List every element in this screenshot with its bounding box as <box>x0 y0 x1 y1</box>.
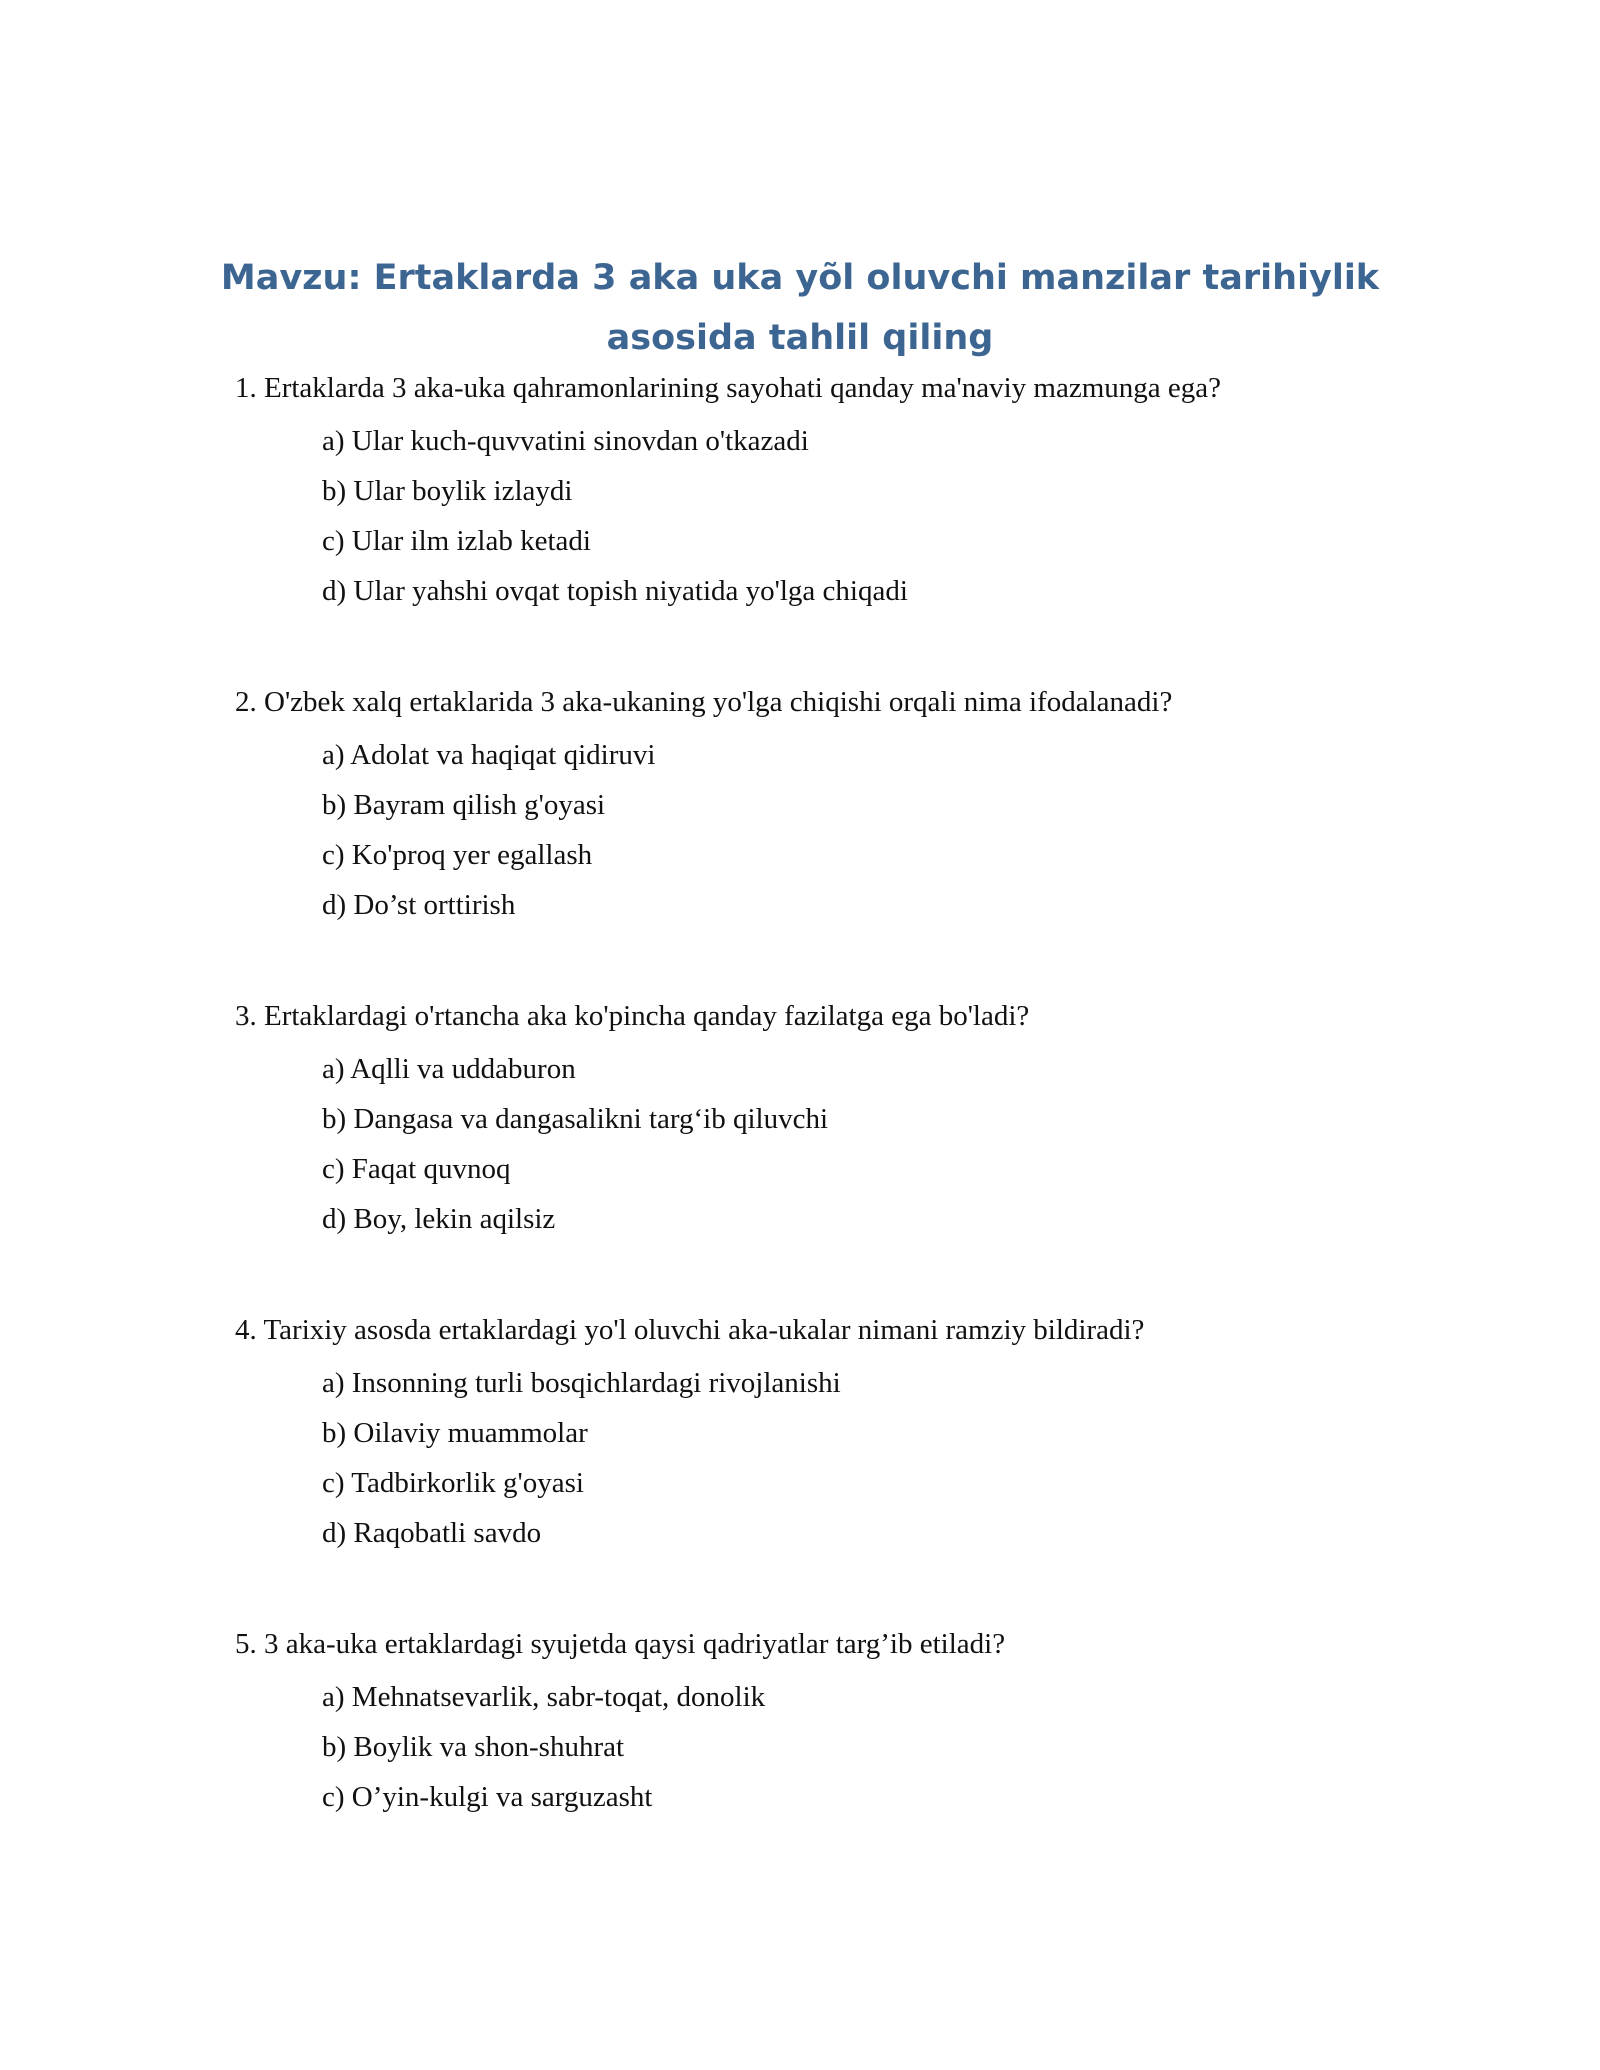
option-c: c) Tadbirkorlik g'oyasi <box>322 1467 584 1499</box>
question-3 <box>235 994 1385 1244</box>
option-c: c) Ko'proq yer egallash <box>322 839 593 871</box>
option-c: c) O’yin-kulgi va sarguzasht <box>322 1781 653 1813</box>
question-text: 4. Tarixiy asosda ertaklardagi yo'l oluvchi aka-ukalar nimani ramziy bildiradi? <box>235 1314 1145 1346</box>
option-a: a) Insonning turli bosqichlardagi rivojlanishi <box>322 1367 841 1399</box>
option-list <box>235 416 1385 616</box>
option-d: d) Raqobatli savdo <box>322 1517 542 1549</box>
option-b: b) Boylik va shon-shuhrat <box>322 1731 625 1763</box>
option-d: d) Ular yahshi ovqat topish niyatida yo'lga chiqadi <box>322 575 908 607</box>
option-list <box>235 1672 1385 1822</box>
option-b: b) Bayram qilish g'oyasi <box>322 789 606 821</box>
option-list <box>235 1044 1385 1244</box>
question-5 <box>235 1622 1385 1822</box>
question-list <box>235 366 1385 1886</box>
option-c: c) Ular ilm izlab ketadi <box>322 525 591 557</box>
option-a: a) Aqlli va uddaburon <box>322 1053 576 1085</box>
option-list <box>235 1358 1385 1558</box>
question-4 <box>235 1308 1385 1558</box>
title-line-1: Mavzu: Ertaklarda 3 aka uka yõl oluvchi manzilar tarihiylik <box>220 258 1380 298</box>
question-text: 5. 3 aka-uka ertaklardagi syujetda qaysi qadriyatlar targ’ib etiladi? <box>235 1628 1006 1660</box>
question-1 <box>235 366 1385 616</box>
question-2 <box>235 680 1385 930</box>
option-b: b) Ular boylik izlaydi <box>322 475 573 507</box>
option-d: d) Do’st orttirish <box>322 889 516 921</box>
option-list <box>235 730 1385 930</box>
title-line-2: asosida tahlil qiling <box>606 318 994 358</box>
option-b: b) Oilaviy muammolar <box>322 1417 588 1449</box>
question-text: 1. Ertaklarda 3 aka-uka qahramonlarining sayohati qanday ma'naviy mazmunga ega? <box>235 372 1221 404</box>
option-a: a) Ular kuch-quvvatini sinovdan o'tkazadi <box>322 425 809 457</box>
option-a: a) Mehnatsevarlik, sabr-toqat, donolik <box>322 1681 766 1713</box>
question-text: 2. O'zbek xalq ertaklarida 3 aka-ukaning yo'lga chiqishi orqali nima ifodalanadi? <box>235 686 1173 718</box>
option-d: d) Boy, lekin aqilsiz <box>322 1203 556 1235</box>
option-b: b) Dangasa va dangasalikni targ‘ib qiluvchi <box>322 1103 829 1135</box>
question-text: 3. Ertaklardagi o'rtancha aka ko'pincha qanday fazilatga ega bo'ladi? <box>235 1000 1030 1032</box>
option-c: c) Faqat quvnoq <box>322 1153 511 1185</box>
option-a: a) Adolat va haqiqat qidiruvi <box>322 739 656 771</box>
document-title <box>0 248 1600 368</box>
